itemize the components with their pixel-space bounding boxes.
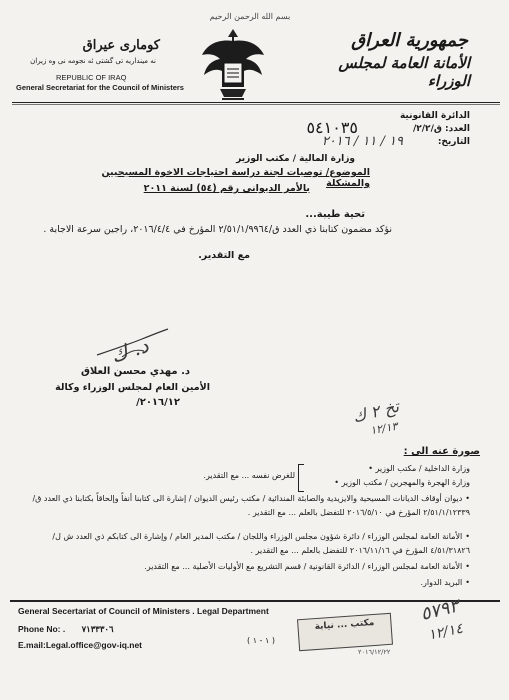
- closing: مع التقدير.: [198, 250, 250, 261]
- footer-line-1: General Secertariat of Council of Ministers . Legal Department: [18, 606, 269, 616]
- recipient: وزارة المالية / مكتب الوزير: [236, 154, 355, 164]
- handwritten-note-date: ١٢/١٣: [369, 419, 399, 438]
- bullet-icon: •: [465, 532, 470, 541]
- handwritten-bottom: ٥٧٩٣: [418, 595, 462, 626]
- header-divider-2: [12, 104, 500, 105]
- signer-title: الأمين العام لمجلس الوزراء وكالة: [55, 382, 210, 393]
- cc-item-1: [325, 464, 470, 473]
- cc-item-text: ديوان أوقاف الديانات المسيحية والايزيدية والصابئة المندائية / مكتب رئيس الديوان / إشارة الى كتابنا أنفاً وإلحاقاً بكتابنا ذي العدد ق/٢/٥١/١/١٢٣٣٩ المؤرخ في ٢٠١٦/٥/١٠ للتفضل بالعلم ... مع التقدير .: [32, 494, 470, 517]
- cc-item-text: البريد الدوار.: [420, 578, 463, 587]
- cc-item-5: [80, 562, 470, 571]
- cc-item-text: وزارة الهجرة والمهجرين / مكتب الوزير: [341, 478, 470, 487]
- meta-department: الدائرة القانونية: [399, 111, 470, 121]
- signer-name: د. مهدي محسن العلاق: [80, 366, 190, 377]
- header-left-arabic-1: كومارى عيراق: [82, 38, 160, 53]
- handwritten-note: تخ ٢ ك: [350, 396, 401, 427]
- cc-item-text: الأمانة العامة لمجلس الوزراء / الدائرة القانونية / قسم التشريع مع الأوليات الأصلية ... مع التقدير.: [144, 562, 463, 571]
- cc-heading: صورة عنه الى :: [403, 446, 480, 457]
- handwritten-bottom-2: ١٢/١٤: [426, 620, 465, 644]
- meta-number-label: العدد: ق/٢/٢/: [412, 124, 470, 134]
- cc-item-text: وزارة الداخلية / مكتب الوزير: [375, 464, 470, 473]
- header-left-english-2: General Secretariat for the Council of Ministers: [16, 83, 184, 92]
- signature-stroke-icon: [92, 325, 172, 368]
- iraq-eagle-emblem-icon: [200, 25, 266, 105]
- meta-date-value: ١٩ / ١١ / ٢٠١٦: [321, 134, 403, 149]
- header-right-arabic-1: جمهورية العراق: [351, 30, 468, 51]
- cc-item-3: [18, 492, 470, 520]
- meta-number-value: ٥٤١٠٣٥: [306, 118, 358, 137]
- signer-date: ٢٠١٦/١٢/: [136, 397, 180, 408]
- header-left-arabic-2: نه مينداريه تى گشتى ئه نجومه نى وه زيران: [30, 57, 156, 65]
- stamp-text: مكتب ... نيابة: [314, 617, 375, 633]
- bullet-icon: •: [368, 464, 373, 473]
- subject-line-2: بالأمر الديواني رقم (٥٤) لسنة ٢٠١١: [143, 183, 310, 194]
- bullet-icon: •: [465, 578, 470, 587]
- header-right-arabic-2: الأمانة العامة لمجلس الوزراء: [338, 54, 470, 90]
- bullet-icon: •: [465, 562, 470, 571]
- cc-item-6: [380, 578, 470, 587]
- cc-item-4: [18, 530, 470, 558]
- greeting: تحية طيبة...: [305, 209, 365, 220]
- cc-item-text: الأمانة العامة لمجلس الوزراء / دائرة شؤون مجلس الوزراء واللجان / مكتب المدير العام / وإشارة الى كتابكم ذي العدد ش ل/٤/٥١/٣١٨٢٦ المؤرخ في ٢٠١٦/١١/١٦ للتفضل بالعلم ... مع التقدير .: [52, 532, 470, 555]
- received-stamp: [297, 613, 393, 651]
- cc-item-2: [300, 478, 470, 487]
- footer-phone-value: ٧١٣٣٣٠٦: [81, 624, 114, 634]
- footer-phone: [18, 624, 218, 635]
- footer-email: E.mail:Legal.office@gov-iq.net: [18, 640, 142, 650]
- page-indicator: ( ١ - ١ ): [247, 636, 275, 645]
- cc-bracket: [298, 464, 304, 492]
- header-left-english-1: REPUBLIC OF IRAQ: [56, 73, 127, 82]
- cc-bracket-note: للغرض نفسه ... مع التقدير.: [203, 471, 295, 480]
- subject-line-1: الموضوع/ توصيات لجنة دراسة احتياجات الاخوة المسيحيين والمشكلة: [101, 167, 370, 189]
- basmala: بسم الله الرحمن الرحيم: [209, 12, 291, 21]
- body-text: نؤكد مضمون كتابنا ذي العدد ق/٢/٥١/١/٩٩٦٤ المؤرخ في ٢٠١٦/٤/٤، راجين سرعة الاجابة .: [43, 224, 392, 235]
- bullet-icon: •: [465, 494, 470, 503]
- signature: د. ك: [107, 333, 152, 368]
- meta-date-label: التاريخ:: [437, 137, 470, 147]
- stamp-date: ٢٠١٦/١٢/٢٢: [358, 648, 391, 656]
- bullet-icon: •: [334, 478, 339, 487]
- footer-phone-label: Phone No: .: [18, 624, 66, 634]
- header-divider: [12, 102, 500, 103]
